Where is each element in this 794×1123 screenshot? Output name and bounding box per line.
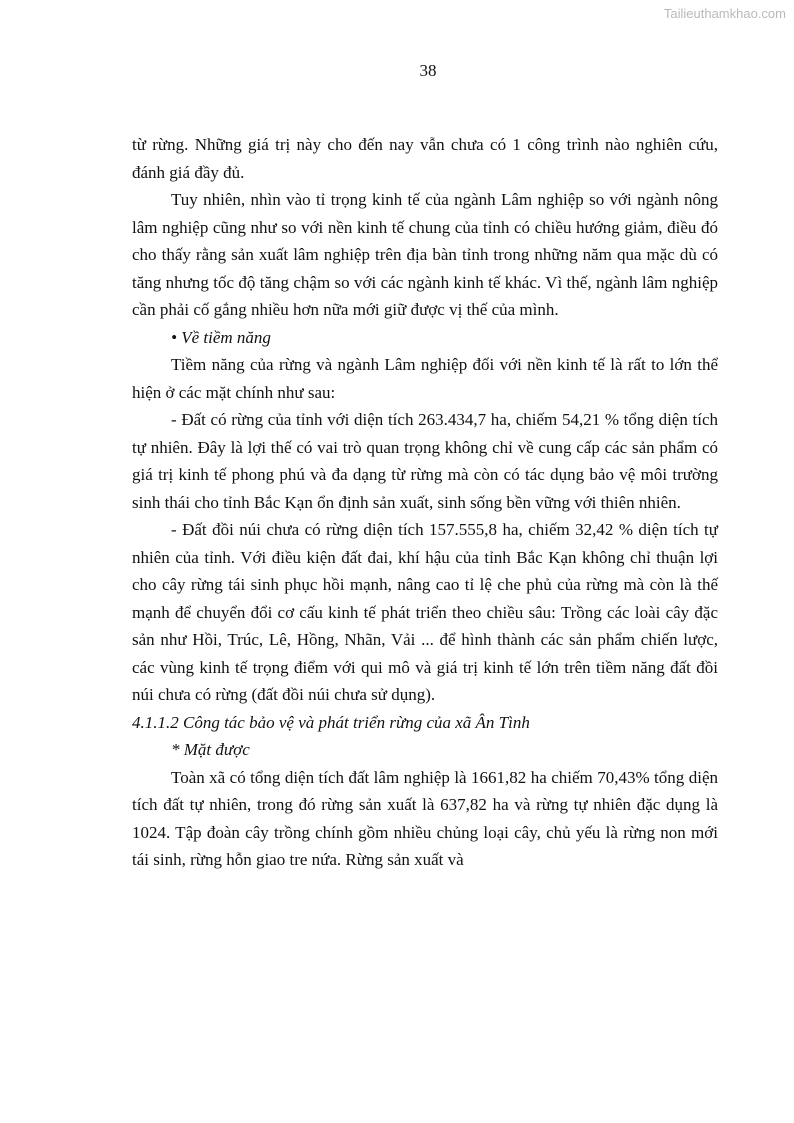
page-number: 38 xyxy=(419,61,437,80)
paragraph-4: Tiềm năng của rừng và ngành Lâm nghiệp đối với nền kinh tế là rất to lớn thể hiện ở các mặt chính như sau: xyxy=(132,355,718,402)
section-bullet-achievements: * Mặt được xyxy=(171,740,250,759)
document-body xyxy=(132,131,718,874)
subsection-heading: 4.1.1.2 Công tác bảo vệ và phát triển rừng của xã Ân Tình xyxy=(132,712,530,732)
section-bullet-potential: • Về tiềm năng xyxy=(171,327,271,347)
paragraph-2: Tuy nhiên, nhìn vào tỉ trọng kinh tế của ngành Lâm nghiệp so với ngành nông lâm nghiệp cũng như so với nền kinh tế chung của tỉnh có chiều hướng giảm, điều đó cho thấy rằng sản xuất lâm nghiệp trên địa bàn tỉnh trong những năm qua mặc dù có tăng nhưng tốc độ tăng chậm so với các ngành kinh tế khác. Vì thế, ngành lâm nghiệp cần phải cố gắng nhiều hơn nữa mới giữ được vị thế của mình. xyxy=(132,190,718,319)
paragraph-9: Toàn xã có tổng diện tích đất lâm nghiệp là 1661,82 ha chiếm 70,43% tổng diện tích đất tự nhiên, trong đó rừng sản xuất là 637,82 ha và rừng tự nhiên đặc dụng là 1024. Tập đoàn cây trồng chính gồm nhiều chủng loại cây, chủ yếu là rừng non mới tái sinh, rừng hỗn giao tre nứa. Rừng sản xuất và xyxy=(132,767,718,869)
paragraph-6: - Đất đồi núi chưa có rừng diện tích 157.555,8 ha, chiếm 32,42 % diện tích tự nhiên của tỉnh. Với điều kiện đất đai, khí hậu của tỉnh Bắc Kạn không chỉ thuận lợi cho cây rừng tái sinh phục hồi mạnh, nâng cao tỉ lệ che phủ của rừng mà còn là thế mạnh để chuyển đổi cơ cấu kinh tế phát triển theo chiều sâu: Trồng các loài cây đặc sản như Hồi, Trúc, Lê, Hồng, Nhãn, Vải ... để hình thành các sản phẩm chiến lược, các vùng kinh tế trọng điểm với qui mô và giá trị kinh tế lớn trên tiềm năng đất đồi núi chưa có rừng (đất đồi núi chưa sử dụng). xyxy=(132,520,718,704)
paragraph-5: - Đất có rừng của tỉnh với diện tích 263.434,7 ha, chiếm 54,21 % tổng diện tích tự nhiên. Đây là lợi thế có vai trò quan trọng không chỉ về cung cấp các sản phẩm có giá trị kinh tế phong phú và đa dạng từ rừng mà còn có tác dụng bảo vệ môi trường sinh thái cho tỉnh Bắc Kạn ổn định sản xuất, sinh sống bền vững với thiên nhiên. xyxy=(132,410,718,512)
watermark: Tailieuthamkhao.com xyxy=(663,6,786,21)
paragraph-1: từ rừng. Những giá trị này cho đến nay vẫn chưa có 1 công trình nào nghiên cứu, đánh giá đầy đủ. xyxy=(132,135,718,182)
